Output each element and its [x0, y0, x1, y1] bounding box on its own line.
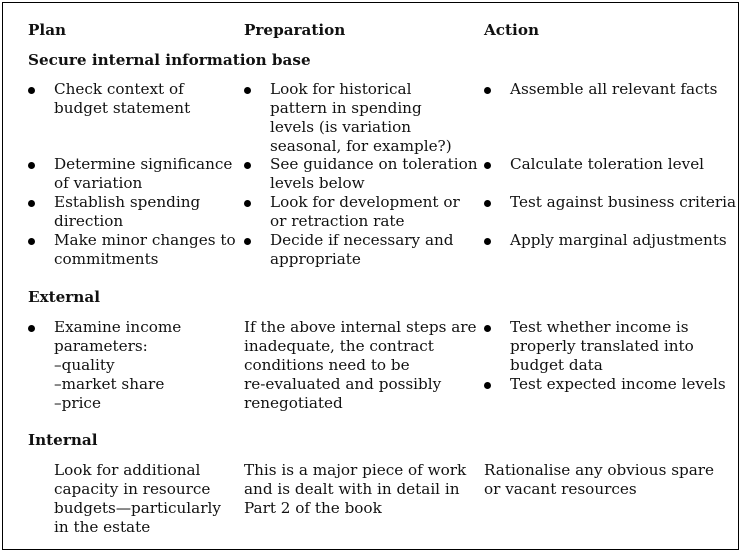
- internal-action: Rationalise any obvious spare or vacant resources: [484, 461, 715, 498]
- external-action-0: Test whether income is properly translated into budget data: [510, 318, 694, 374]
- section-title-secure: Secure internal information base: [28, 51, 311, 69]
- bullet-icon: [484, 200, 491, 207]
- bullet-icon: [244, 87, 251, 94]
- bullet-icon: [244, 200, 251, 207]
- internal-prep: This is a major piece of work and is dealt with in detail in Part 2 of the book: [244, 461, 467, 517]
- bullet-icon: [28, 87, 35, 94]
- header-plan: Plan: [28, 21, 67, 39]
- secure-plan-3: Make minor changes to commitments: [54, 231, 236, 268]
- section-title-internal: Internal: [28, 431, 98, 449]
- bullet-icon: [484, 325, 491, 332]
- bullet-icon: [28, 325, 35, 332]
- secure-prep-2: Look for development or or retraction rate: [270, 193, 460, 230]
- secure-plan-2: Establish spending direction: [54, 193, 201, 230]
- secure-plan-0: Check context of budget statement: [54, 80, 191, 117]
- bullet-icon: [484, 162, 491, 169]
- header-preparation: Preparation: [244, 21, 346, 39]
- internal-plan: Look for additional capacity in resource budgets—particularly in the estate: [54, 461, 221, 536]
- bullet-icon: [244, 162, 251, 169]
- secure-prep-0: Look for historical pattern in spending levels (is variation seasonal, for example?): [270, 80, 452, 155]
- external-prep: If the above internal steps are inadequate, the contract conditions need to be re-evaluated and possibly renegotiated: [244, 318, 477, 412]
- bullet-icon: [28, 200, 35, 207]
- bullet-icon: [28, 238, 35, 245]
- header-action: Action: [484, 21, 539, 39]
- secure-action-1: Calculate toleration level: [510, 155, 705, 173]
- secure-prep-1: See guidance on toleration levels below: [270, 155, 478, 192]
- secure-action-2: Test against business criteria: [510, 193, 737, 211]
- secure-action-3: Apply marginal adjustments: [510, 231, 727, 249]
- bullet-icon: [28, 162, 35, 169]
- bullet-icon: [484, 87, 491, 94]
- external-action-1: Test expected income levels: [510, 375, 726, 393]
- secure-plan-1: Determine significance of variation: [54, 155, 233, 192]
- bullet-icon: [484, 238, 491, 245]
- secure-action-0: Assemble all relevant facts: [510, 80, 718, 98]
- external-plan: Examine income parameters: –quality –market share –price: [54, 318, 182, 412]
- secure-prep-3: Decide if necessary and appropriate: [270, 231, 454, 268]
- bullet-icon: [244, 238, 251, 245]
- planning-table: [2, 2, 739, 550]
- section-title-external: External: [28, 288, 100, 306]
- bullet-icon: [484, 382, 491, 389]
